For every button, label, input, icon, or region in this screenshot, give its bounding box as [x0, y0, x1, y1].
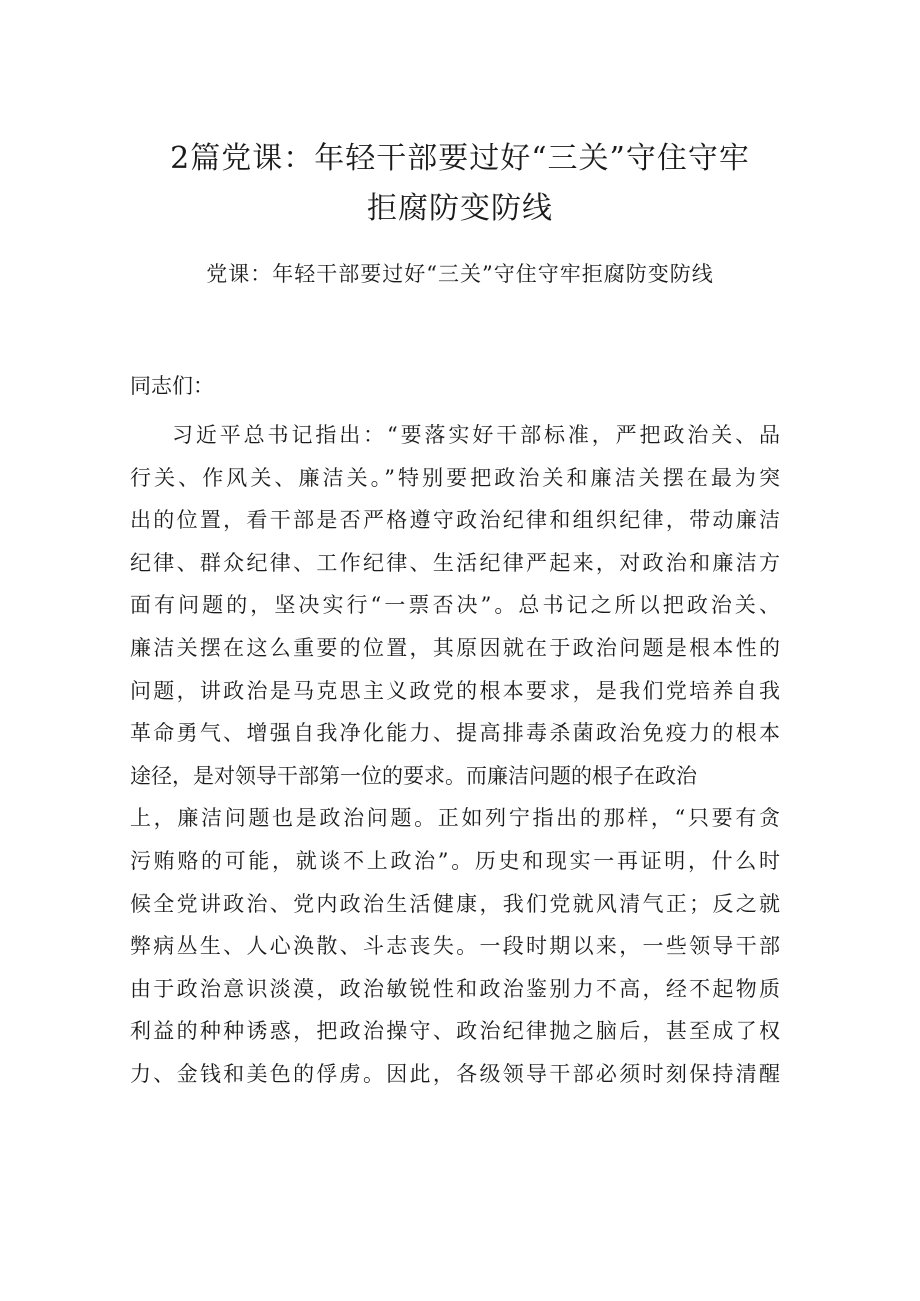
body-line: 廉洁关摆在这么重要的位置，其原因就在于政治问题是根本性的: [130, 635, 780, 660]
body-line: 习近平总书记指出：“要落实好干部标准，严把政治关、品: [172, 423, 780, 447]
body-line: 利益的种种诱惑，把政治操守、政治纪律抛之脑后，甚至成了权: [130, 1019, 780, 1044]
body-line: 行关、作风关、廉洁关。”特别要把政治关和廉洁关摆在最为突: [130, 465, 780, 490]
body-line: 弊病丛生、人心涣散、斗志丧失。一段时期以来，一些领导干部: [130, 934, 780, 959]
body-line: 污贿赂的可能，就谈不上政治”。历史和现实一再证明，什么时: [130, 848, 780, 873]
body-line: 力、金钱和美色的俘虏。因此，各级领导干部必须时刻保持清醒: [130, 1061, 780, 1086]
greeting: 同志们：: [130, 374, 214, 398]
body-line: 途径，是对领导干部第一位的要求。而廉洁问题的根子在政治: [130, 763, 697, 788]
body-line: 上，廉洁问题也是政治问题。正如列宁指出的那样，“只要有贪: [130, 806, 780, 831]
body-line: 问题，讲政治是马克思主义政党的根本要求，是我们党培养自我: [130, 678, 780, 703]
body-paragraph: [130, 414, 780, 1096]
body-line: 面有问题的，坚决实行“一票否决”。总书记之所以把政治关、: [130, 593, 780, 618]
title-line-1: 2篇党课：年轻干部要过好“三关”守住守牢: [170, 141, 750, 176]
document-subtitle: 党课：年轻干部要过好“三关”守住守牢拒腐防变防线: [206, 262, 714, 286]
body-line: 革命勇气、增强自我净化能力、提高排毒杀菌政治免疫力的根本: [130, 721, 780, 746]
document-title: [110, 134, 810, 234]
body-line: 候全党讲政治、党内政治生活健康，我们党就风清气正；反之就: [130, 891, 780, 916]
body-line: 纪律、群众纪律、工作纪律、生活纪律严起来，对政治和廉洁方: [130, 550, 780, 575]
title-line-2: 拒腐防变防线: [367, 191, 553, 226]
body-line: 出的位置，看干部是否严格遵守政治纪律和组织纪律，带动廉洁: [130, 508, 780, 533]
body-line: 由于政治意识淡漠，政治敏锐性和政治鉴别力不高，经不起物质: [130, 976, 780, 1001]
